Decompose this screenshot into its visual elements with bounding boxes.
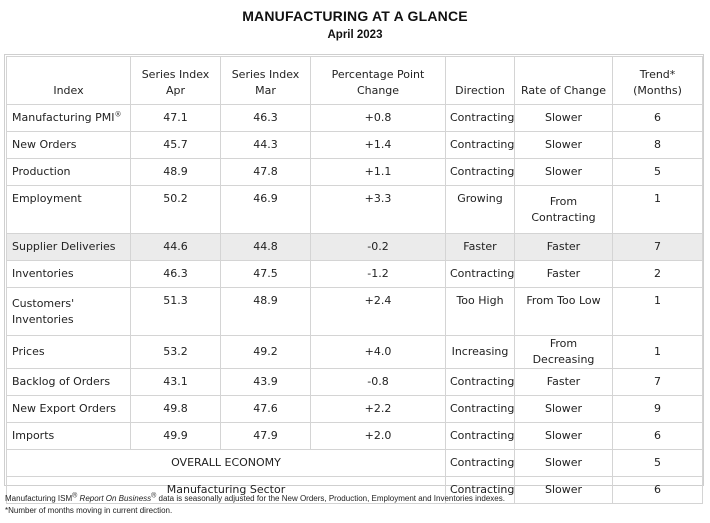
cell-direction: Contracting [446,132,515,159]
cell-change: +1.1 [311,159,446,186]
row-index-label: Inventories [7,261,131,288]
header-series-mar: Series Index Mar [221,57,311,105]
cell-direction: Contracting [446,105,515,132]
cell-trend: 6 [613,477,703,504]
cell-direction: Increasing [446,336,515,369]
cell-rate: Slower [515,105,613,132]
row-index-label: Production [7,159,131,186]
table-row [7,105,703,132]
manufacturing-table [6,56,703,504]
cell-apr: 50.2 [131,186,221,234]
cell-change: -1.2 [311,261,446,288]
cell-mar: 47.8 [221,159,311,186]
cell-direction: Contracting [446,450,515,477]
cell-rate: From Too Low [515,288,613,336]
table-row [7,288,703,336]
cell-change: +1.4 [311,132,446,159]
header-row [7,57,703,105]
header-trend: Trend* (Months) [613,57,703,105]
cell-change: +3.3 [311,186,446,234]
cell-change: -0.8 [311,369,446,396]
cell-mar: 47.5 [221,261,311,288]
cell-direction: Too High [446,288,515,336]
cell-mar: 46.9 [221,186,311,234]
row-index-label: Imports [7,423,131,450]
cell-change: +0.8 [311,105,446,132]
overall-economy-row [7,450,703,477]
row-index-label: Prices [7,336,131,369]
cell-direction: Growing [446,186,515,234]
cell-trend: 9 [613,396,703,423]
cell-rate: Slower [515,396,613,423]
header-index: Index [7,57,131,105]
cell-direction: Contracting [446,159,515,186]
page-title: MANUFACTURING AT A GLANCE [242,8,468,24]
row-index-label: Manufacturing PMI® [7,105,131,132]
cell-mar: 44.3 [221,132,311,159]
cell-mar: 47.9 [221,423,311,450]
cell-mar: 44.8 [221,234,311,261]
table-row [7,261,703,288]
header-series-apr: Series Index Apr [131,57,221,105]
cell-direction: Contracting [446,423,515,450]
header-change: Percentage Point Change [311,57,446,105]
row-index-label: Backlog of Orders [7,369,131,396]
cell-rate: Slower [515,159,613,186]
cell-rate: From Contracting [515,186,613,234]
cell-trend: 2 [613,261,703,288]
table-row [7,132,703,159]
footnote-seasonal: Manufacturing ISM® Report On Business® data is seasonally adjusted for the New Orders, Production, Employment and Inventories indexes. [5,492,505,503]
row-index-label: Supplier Deliveries [7,234,131,261]
cell-apr: 46.3 [131,261,221,288]
cell-change: +2.0 [311,423,446,450]
row-index-label: New Orders [7,132,131,159]
header-direction: Direction [446,57,515,105]
overall-economy-label: OVERALL ECONOMY [7,450,446,477]
cell-mar: 49.2 [221,336,311,369]
cell-mar: 43.9 [221,369,311,396]
cell-apr: 44.6 [131,234,221,261]
footnote-trend: *Number of months moving in current direction. [5,506,173,515]
table-row [7,159,703,186]
cell-apr: 53.2 [131,336,221,369]
table-row [7,336,703,369]
page-subtitle: April 2023 [327,29,383,41]
cell-trend: 6 [613,423,703,450]
cell-apr: 47.1 [131,105,221,132]
cell-rate: Slower [515,450,613,477]
table-row [7,423,703,450]
cell-trend: 5 [613,450,703,477]
cell-trend: 7 [613,369,703,396]
cell-change: +2.2 [311,396,446,423]
cell-change: +4.0 [311,336,446,369]
cell-rate: From Decreasing [515,336,613,369]
cell-direction: Contracting [446,396,515,423]
header-rate: Rate of Change [515,57,613,105]
cell-apr: 49.9 [131,423,221,450]
cell-apr: 51.3 [131,288,221,336]
cell-direction: Contracting [446,477,515,504]
table-row [7,186,703,234]
cell-apr: 45.7 [131,132,221,159]
cell-rate: Slower [515,477,613,504]
table-row [7,369,703,396]
cell-apr: 48.9 [131,159,221,186]
cell-change: -0.2 [311,234,446,261]
cell-trend: 1 [613,336,703,369]
cell-rate: Faster [515,234,613,261]
cell-trend: 6 [613,105,703,132]
cell-trend: 1 [613,288,703,336]
row-index-label: Employment [7,186,131,234]
cell-rate: Faster [515,261,613,288]
cell-direction: Faster [446,234,515,261]
cell-apr: 49.8 [131,396,221,423]
cell-trend: 1 [613,186,703,234]
table-row [7,396,703,423]
cell-trend: 7 [613,234,703,261]
cell-mar: 46.3 [221,105,311,132]
cell-rate: Slower [515,132,613,159]
cell-direction: Contracting [446,369,515,396]
manufacturing-sector-label: Manufacturing Sector [7,477,446,504]
cell-direction: Contracting [446,261,515,288]
table-row [7,234,703,261]
cell-trend: 8 [613,132,703,159]
cell-mar: 47.6 [221,396,311,423]
cell-trend: 5 [613,159,703,186]
cell-change: +2.4 [311,288,446,336]
cell-apr: 43.1 [131,369,221,396]
row-index-label: Customers' Inventories [7,288,131,336]
cell-rate: Faster [515,369,613,396]
cell-mar: 48.9 [221,288,311,336]
cell-rate: Slower [515,423,613,450]
row-index-label: New Export Orders [7,396,131,423]
